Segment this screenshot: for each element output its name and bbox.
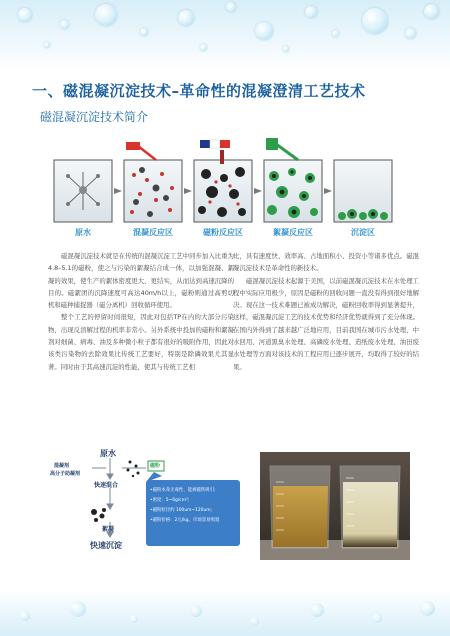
beaker-photo-illustration: [260, 452, 410, 560]
tank-raw-water: [54, 160, 112, 222]
stage-label-flocculation: 絮凝反应区: [273, 228, 313, 237]
flowchart-settle: 快速沉淀: [90, 541, 122, 550]
paragraph: 磁混凝沉淀技术就是在传统的混凝沉淀工艺中同步加入比重为4.8–5.1的磁粉，使之与污染的絮凝结合成一体，以加强混凝、絮凝的效果，使生产的絮体密度更大、更结实，从而达到高速沉降的目的。磁絮团的沉降速度可高达40m/h以上，磁粉则通过高剪切机和磁种捕捉器（磁分离机）回收循环使用。: [48, 252, 234, 310]
info-line: •磁粉粒径约 100um~120um;: [150, 508, 212, 513]
magnetic-info-box: [150, 486, 238, 526]
flowchart-flocs: 絮凝: [102, 526, 115, 533]
stage-label-magnetic: 磁粉反应区: [203, 228, 243, 237]
tank-magnetic-powder: [194, 140, 252, 222]
left-text-column: [48, 250, 234, 373]
tank-sedimentation: [334, 160, 392, 222]
stage-label-coagulation: 混凝反应区: [133, 228, 173, 237]
info-line: •磁粉价格：2元/kg、市场容易购置: [150, 518, 220, 523]
flowchart-source: 原水: [100, 449, 116, 458]
flowchart-mix: 快速混合: [94, 482, 119, 489]
header-bubble-banner: [0, 0, 450, 70]
paragraph: 比，具有速度快、效率高、占地面积小、投资小等诸多优点。磁混凝沉淀技术是革命性的新技术。: [233, 252, 419, 273]
tank-coagulation: [124, 142, 182, 222]
main-title: 一、磁混凝沉淀技术–革命性的混凝澄清工艺技术: [32, 82, 366, 100]
stage-label-raw-water: 原水: [75, 228, 91, 237]
beaker-photo: [260, 452, 410, 560]
paragraph: 磁混凝沉淀技术起源于美国，以前磁混凝沉淀技术在水处理工程中实际应用极少，原因是磁粉的回收问题一直没有得到很好地解决。现在这一技术难题已被成功解决，磁粉回收率得到显著提升，这样，磁混凝沉淀工艺的技术优势和经济优势就得到了充分体现。在国内外得到了越来越广泛地应用，目前我国在城市污水处理、中水回用、河道黑臭水处理、高磷废水处理、造纸废水处理、油田废水处理等方面对该技术的工程应用已逐步展开，均取得了较好的结果。: [233, 276, 419, 371]
info-line: •磁粉本身无毒性、能被磁铁吸引;: [150, 488, 216, 493]
tank-flocculation: [264, 138, 322, 222]
footer-bubble-banner: [0, 591, 450, 636]
process-diagram: [52, 130, 402, 242]
info-line: •密度：5~6g/cm³;: [150, 498, 190, 503]
section-subtitle: 磁混凝沉淀技术简介: [40, 110, 149, 124]
beaker-raw: [270, 466, 330, 548]
flowchart-reagent-2: 高分子助凝剂: [50, 471, 81, 477]
flowchart-magnetic: 磁粉: [150, 463, 161, 469]
process-flowchart: [50, 448, 242, 560]
paragraph: 整个工艺的停留时间很短，因此对包括TP在内的大部分污染物，出现反溶解过程的机率非常小。另外系统中投加的磁粉和絮凝剂对细菌、病毒、油及多种微小粒子都有很好的吸附作用，因此对该类污染物的去除效果比传统工艺要好，特别是除磷效果尤其显著。同时由于其高速沉淀的性能，使其与传统工艺相: [48, 313, 234, 371]
flowchart-reagent-1: 混凝剂: [54, 463, 70, 469]
beaker-treated: [340, 466, 400, 548]
stage-label-sedimentation: 沉淀区: [351, 228, 375, 237]
process-tanks-illustration: [52, 130, 402, 226]
right-text-column: [233, 250, 419, 373]
